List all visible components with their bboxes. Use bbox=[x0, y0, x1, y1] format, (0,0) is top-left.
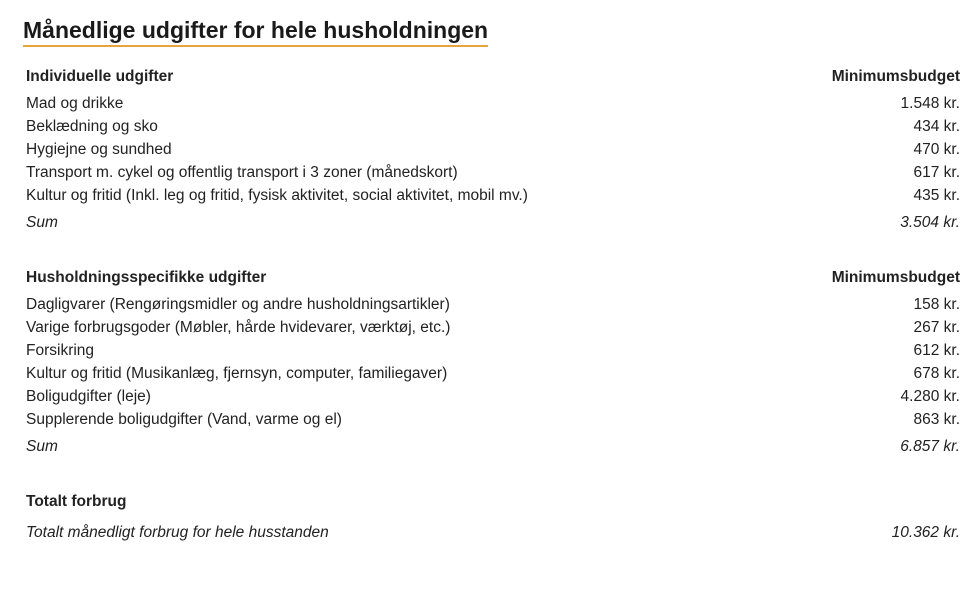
table-row bbox=[26, 296, 960, 319]
table-row bbox=[26, 187, 960, 210]
row-label: Varige forbrugsgoder (Møbler, hårde hvidevarer, værktøj, etc.) bbox=[26, 319, 451, 336]
household-sum-row bbox=[26, 438, 960, 461]
title-wrap bbox=[23, 16, 488, 47]
row-value: 470 kr. bbox=[913, 141, 960, 158]
table-row bbox=[26, 141, 960, 164]
table-row bbox=[26, 95, 960, 118]
total-header: Totalt forbrug bbox=[26, 493, 127, 510]
table-row bbox=[26, 342, 960, 365]
row-label: Dagligvarer (Rengøringsmidler og andre husholdningsartikler) bbox=[26, 296, 450, 313]
household-header-value: Minimumsbudget bbox=[831, 269, 960, 286]
row-value: 4.280 kr. bbox=[900, 388, 960, 405]
household-expenses-section bbox=[26, 269, 960, 461]
individual-header-row bbox=[26, 68, 960, 95]
individual-header-value: Minimumsbudget bbox=[831, 68, 960, 85]
row-value: 678 kr. bbox=[913, 365, 960, 382]
row-value: 863 kr. bbox=[913, 411, 960, 428]
table-row bbox=[26, 388, 960, 411]
total-section bbox=[26, 493, 960, 542]
row-value: 1.548 kr. bbox=[900, 95, 960, 112]
table-row bbox=[26, 164, 960, 187]
row-value: 267 kr. bbox=[913, 319, 960, 336]
sum-value: 3.504 kr. bbox=[900, 214, 960, 231]
table-row bbox=[26, 118, 960, 141]
total-label: Totalt månedligt forbrug for hele husstanden bbox=[26, 524, 329, 541]
row-label: Supplerende boligudgifter (Vand, varme og el) bbox=[26, 411, 342, 428]
row-label: Kultur og fritid (Inkl. leg og fritid, fysisk aktivitet, social aktivitet, mobil mv.) bbox=[26, 187, 528, 204]
row-label: Beklædning og sko bbox=[26, 118, 158, 135]
total-row bbox=[26, 524, 960, 542]
row-value: 434 kr. bbox=[913, 118, 960, 135]
total-value: 10.362 kr. bbox=[891, 524, 960, 541]
row-label: Boligudgifter (leje) bbox=[26, 388, 151, 405]
row-label: Hygiejne og sundhed bbox=[26, 141, 172, 158]
individual-sum-row bbox=[26, 214, 960, 237]
individual-expenses-section bbox=[26, 68, 960, 237]
table-row bbox=[26, 411, 960, 434]
page-title: Månedlige udgifter for hele husholdningen bbox=[23, 16, 488, 47]
row-value: 617 kr. bbox=[913, 164, 960, 181]
sum-label: Sum bbox=[26, 214, 58, 231]
row-label: Kultur og fritid (Musikanlæg, fjernsyn, computer, familiegaver) bbox=[26, 365, 448, 382]
row-label: Forsikring bbox=[26, 342, 95, 359]
row-value: 612 kr. bbox=[913, 342, 960, 359]
sum-label: Sum bbox=[26, 438, 58, 455]
sum-value: 6.857 kr. bbox=[900, 438, 960, 455]
household-header-label: Husholdningsspecifikke udgifter bbox=[26, 269, 267, 286]
row-value: 158 kr. bbox=[913, 296, 960, 313]
individual-header-label: Individuelle udgifter bbox=[26, 68, 174, 85]
row-label: Transport m. cykel og offentlig transport i 3 zoner (månedskort) bbox=[26, 164, 458, 181]
household-header-row bbox=[26, 269, 960, 296]
table-row bbox=[26, 319, 960, 342]
row-label: Mad og drikke bbox=[26, 95, 124, 112]
row-value: 435 kr. bbox=[913, 187, 960, 204]
table-row bbox=[26, 365, 960, 388]
